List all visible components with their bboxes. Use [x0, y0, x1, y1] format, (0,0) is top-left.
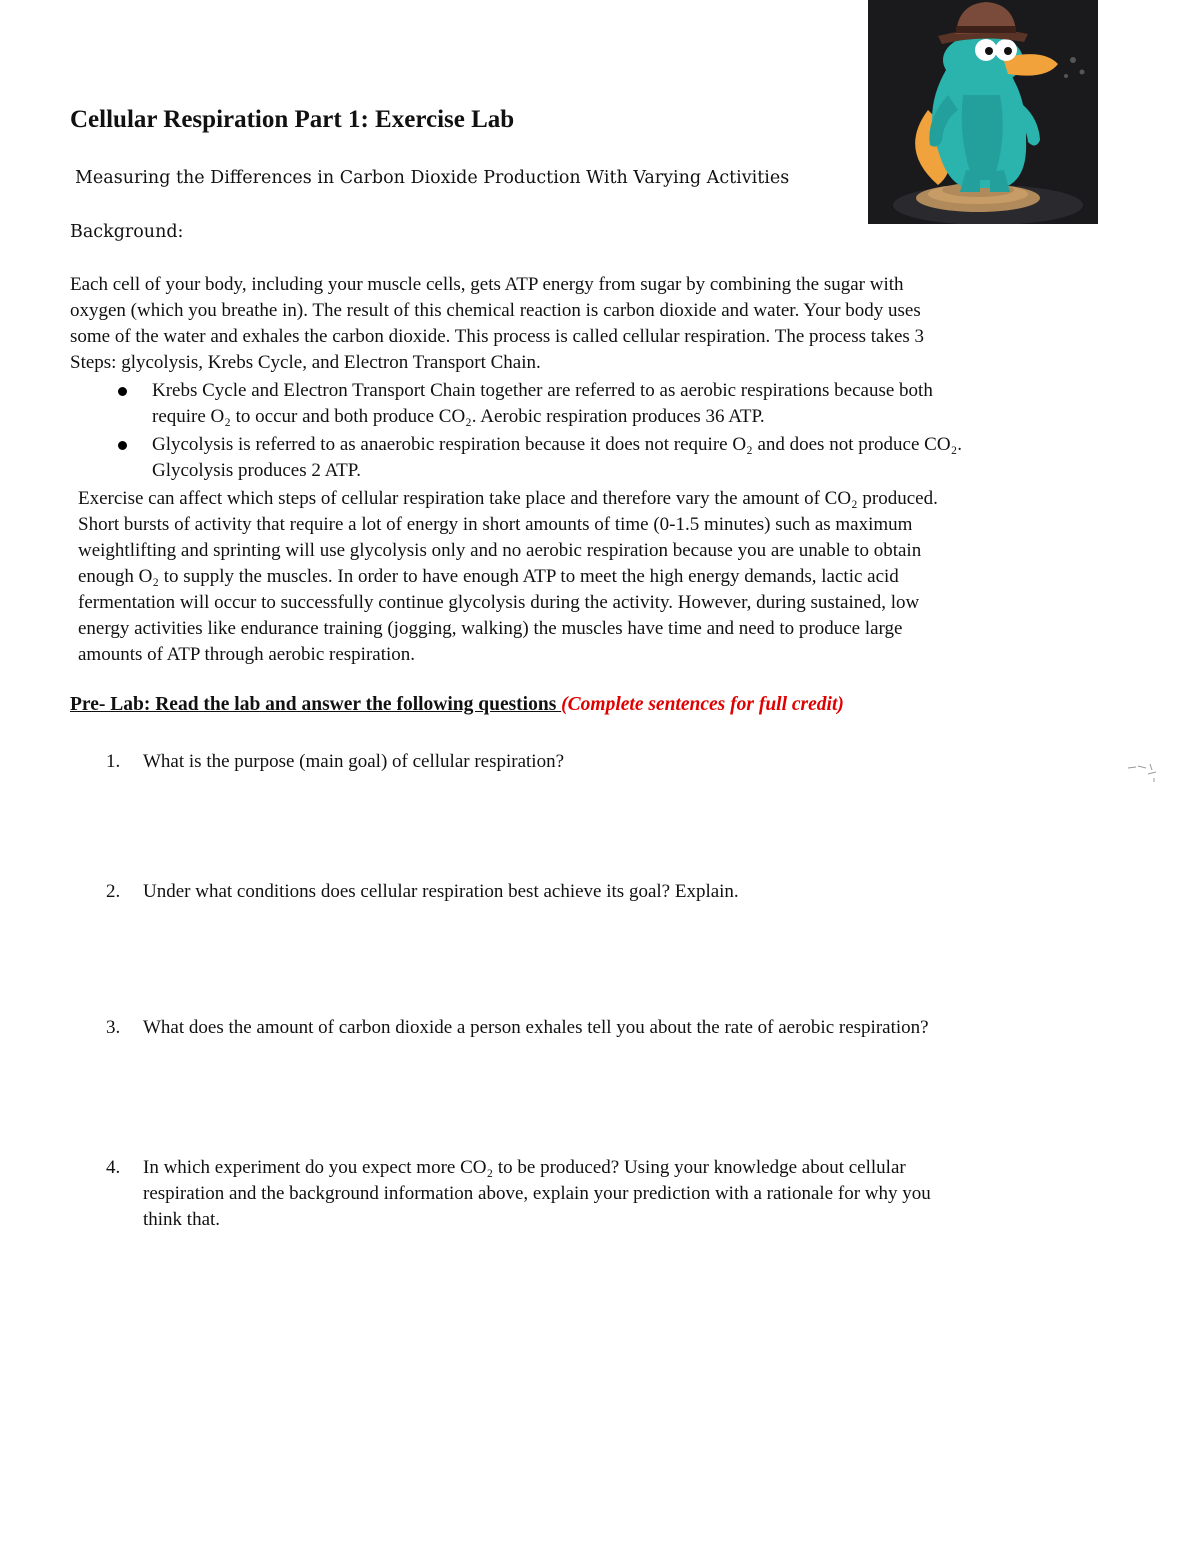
prelab-instruction: Pre- Lab: Read the lab and answer the following questions [70, 694, 562, 715]
prelab-heading [70, 694, 844, 716]
question-text: What does the amount of carbon dioxide a person exhales tell you about the rate of aerobic respiration? [143, 1017, 929, 1038]
question-number: 3. [106, 1017, 121, 1038]
bullet-line: Glycolysis produces 2 ATP. [152, 460, 361, 481]
margin-scribble-icon [1126, 760, 1162, 784]
paragraph-line: Exercise can affect which steps of cellular respiration take place and therefore vary the amount of CO₂ produced. [78, 488, 938, 509]
question-number: 4. [106, 1157, 121, 1178]
question-text: Under what conditions does cellular respiration best achieve its goal? Explain. [143, 881, 739, 902]
question-text: In which experiment do you expect more CO₂ to be produced? Using your knowledge about cellular [143, 1157, 906, 1178]
bullet-line: Glycolysis is referred to as anaerobic respiration because it does not require O₂ and does not produce CO₂. [152, 434, 962, 455]
bullet-line: Krebs Cycle and Electron Transport Chain together are referred to as aerobic respirations because both [152, 380, 933, 401]
question-text: think that. [143, 1209, 221, 1230]
bullet-dot-icon [118, 441, 127, 450]
bullet-item [118, 432, 1128, 484]
question-number: 2. [106, 881, 121, 902]
background-bullet-list [118, 378, 1128, 486]
question-number: 1. [106, 751, 121, 772]
question-text: What is the purpose (main goal) of cellular respiration? [143, 751, 565, 772]
paragraph-line: Short bursts of activity that require a lot of energy in short amounts of time (0-1.5 minutes) such as maximum [78, 514, 913, 535]
paragraph-line: enough O₂ to supply the muscles. In order to have enough ATP to meet the high energy demands, lactic acid [78, 566, 899, 587]
paragraph-line: energy activities like endurance training (jogging, walking) the muscles have time and need to produce large [78, 618, 903, 639]
exercise-paragraph [78, 486, 1138, 668]
paragraph-line: weightlifting and sprinting will use glycolysis only and no aerobic respiration because you are unable to obtain [78, 540, 922, 561]
paragraph-line: Steps: glycolysis, Krebs Cycle, and Electron Transport Chain. [70, 352, 541, 373]
question-text: respiration and the background information above, explain your prediction with a rationale for why you [143, 1183, 931, 1204]
document-title: Cellular Respiration Part 1: Exercise Lab [70, 106, 515, 133]
background-paragraph [70, 272, 1130, 376]
paragraph-line: some of the water and exhales the carbon dioxide. This process is called cellular respiration. The process takes 3 [70, 326, 925, 347]
prelab-credit-note: (Complete sentences for full credit) [561, 694, 844, 715]
platypus-agent-illustration [868, 0, 1098, 224]
paragraph-line: fermentation will occur to successfully continue glycolysis during the activity. However, during sustained, low [78, 592, 920, 613]
paragraph-line: amounts of ATP through aerobic respiration. [78, 644, 416, 665]
bullet-item [118, 378, 1128, 430]
document-subtitle: Measuring the Differences in Carbon Dioxide Production With Varying Activities [75, 168, 790, 188]
background-label: Background: [70, 222, 184, 242]
paragraph-line: oxygen (which you breathe in). The result of this chemical reaction is carbon dioxide and water. Your body uses [70, 300, 921, 321]
paragraph-line: Each cell of your body, including your muscle cells, gets ATP energy from sugar by combining the sugar with [70, 274, 904, 295]
bullet-dot-icon [118, 387, 127, 396]
bullet-line: require O₂ to occur and both produce CO₂. Aerobic respiration produces 36 ATP. [152, 406, 765, 427]
